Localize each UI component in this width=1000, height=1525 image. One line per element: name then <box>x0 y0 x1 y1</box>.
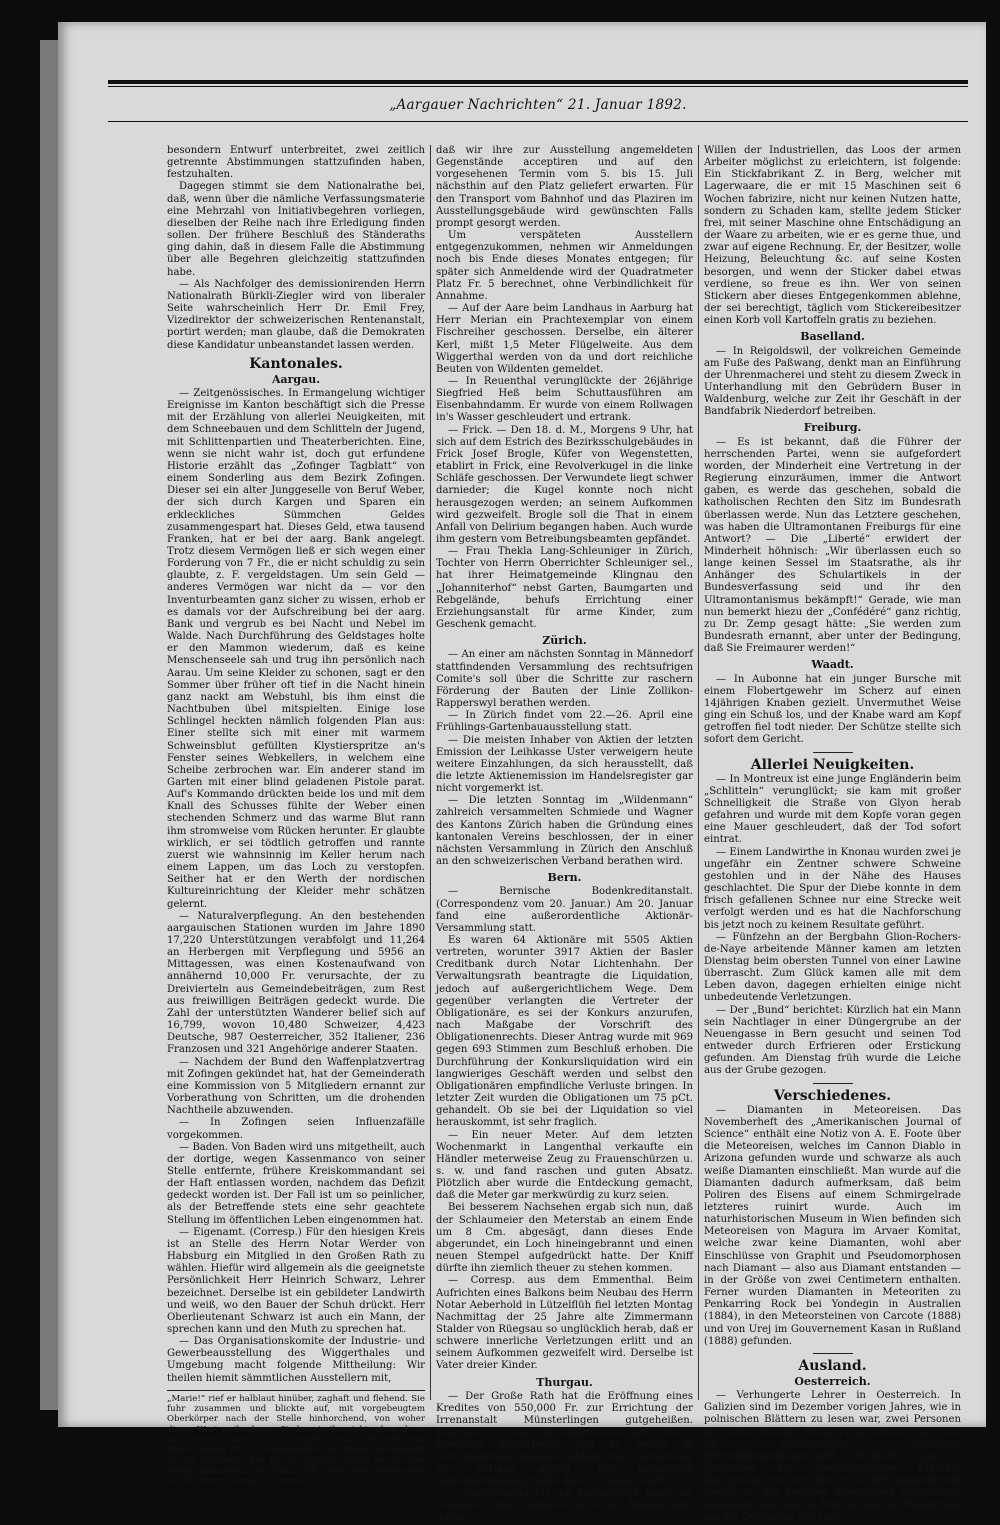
separator-rule <box>813 1083 853 1084</box>
paragraph: Willen der Industriellen, das Loos der armen Arbeiter möglichst zu erleichtern, ist folgende: Ein Stickfabrikant Z. in Berg, welcher mit Lagerwaare, die er mit 15 Maschinen seit 6 Wochen fabrizire, nicht nur keinen Nutzen hatte, sondern zu Schaden kam, stellte jedem Sticker frei, mit seiner Maschine ohne Entschädigung an der Waare zu arbeiten, wie er es gerne thue, und zwar auf eigene Rechnung. Er, der Besitzer, wolle Heizung, Beleuchtung &c. auf seine Kosten besorgen, und wenn der Sticker dabei etwas verdiene, so freue es ihn. Wer von seinen Stickern aber dieses Entgegenkommen ablehne, der sei berechtigt, täglich vom Stickereibesitzer einen Korb voll Kartoffeln gratis zu beziehen. <box>704 145 961 327</box>
paragraph: — Die meisten Inhaber von Aktien der letzten Emission der Leihkasse Uster verweigern heute weitere Einzahlungen, da sich herausstellt, daß die letzte Aktienemission im Handelsregister gar nicht vorgemerkt ist. <box>436 734 693 795</box>
paragraph: — Das Organisationskomite der Industrie- und Gewerbeausstellung des Wiggerthales und Umgebung macht folgende Mittheilung: Wir theilen hiemit sämmtlichen Ausstellern mit, <box>167 1336 425 1384</box>
separator-rule <box>813 752 853 753</box>
paragraph: Um verspäteten Ausstellern entgegenzukommen, nehmen wir Anmeldungen noch bis Ende dieses Monates entgegen; für später sich Anmeldende wird der Quadratmeter Platz Fr. 5 berechnet, ohne Verbindlichkeit für Annahme. <box>436 230 693 302</box>
paragraph: — Zeitgenössisches. In Ermangelung wichtiger Ereignisse im Kanton beschäftigt sich die Presse mit der Erzählung von allerlei Neuigkeiten, mit dem Schneebauen und dem Schlitteln der Jugend, mit Schlittenpartien und Theaterberichten. Eine, wenn sie nicht wahr ist, doch gut erfundene Historie erzählt das „Zofinger Tagblatt“ von einem Sonderling aus dem Bezirk Zofingen. Dieser sei ein alter Junggeselle von Beruf Weber, der sich durch Kargen und Sparen ein erkleckliches Sümmchen Geldes zusammengespart hat. Dieses Geld, etwa tausend Franken, hat er bei der aarg. Bank angelegt. Trotz diesem Vermögen ließ er sich wegen einer Forderung von 7 Fr., die er nicht schuldig zu sein glaubte, z. F. vergeldstagen. Um sein Geld — anderes Vermögen war nicht da — vor den Inventurbeamten ganz sicher zu wissen, erhob er es damals vor der Aufschreibung bei der aarg. Bank und vergrub es bei Nacht und Nebel im Walde. Nach Durchführung des Geldstages holte er den Mammon wiederum, daß es keine Menschenseele sah und trug ihn persönlich nach Aarau. Um seine Kleider zu schonen, sagt er den Sommer über früher oft tief in die Nacht hinein ganz nackt am Webstuhl, bis ihm einst die Nachtbuben übel mitspielten. Einige lose Schlingel heckten nämlich folgenden Plan aus: Einer stellte sich mit einer mit warmem Schweinsblut gefüllten Klystierspritze an's Fenster seines Webkellers, in welchem eine Scheibe zerbrochen war. Ein anderer stand im Garten mit einer blind geladenen Pistole parat. Auf's Kommando drückten beide los und mit dem Knall des Schusses fühlte der Weber einen stechenden Schmerz und das warme Blut rann ihm stromweise vom Rücken herunter. Er glaubte wirklich, er sei tödtlich getroffen und rannte zuerst wie wahnsinnig im Keller herum nach einem Lappen, um das Loch zu verstopfen. Seither hat er den Werth der nordischen Kultureinrichtung der Kleider mehr schätzen gelernt. <box>167 387 425 910</box>
subheading-oesterreich: Oesterreich. <box>794 1375 871 1388</box>
paragraph: — Ein neuer Meter. Auf dem letzten Wochenmarkt in Langenthal verkaufte ein Händler meterweise Zeug zu Frauenschürzen u. s. w. und fand raschen und guten Absatz. Plötzlich aber wurde die Entdeckung gemacht, daß die Meter gar merkwürdig zu kurz seien. <box>436 1129 693 1202</box>
feuilleton-footnote: „Marie!“ rief er halblaut hinüber, zaghaft und flehend. Sie fuhr zusammen und blickte auf, mit vorgebeugtem Oberkörper nach der Stelle hinhorchend, von woher dieses Wort zu ihr drang. Sie konnte ihn nicht sehen, da er im Schatten hatte. — Und Leopold fand nicht mehr den Muth, seinen Ruf zu wiederholen. Die Finger krampfhaft in das Gezweige der Hecke gekrallt, stand er da, den Athem anhaltend, den Blick voll Sehnsucht unverwandt auf die theure Gestalt richtend. <box>167 1390 425 1487</box>
paragraph: — In Zofingen seien Influenzafälle vorgekommen. <box>167 1117 425 1141</box>
text-columns <box>162 145 972 1524</box>
paragraph: — An einer am nächsten Sonntag in Männedorf stattfindenden Versammlung des rechtsufrigen Comite's soll über die Schritte zur raschern Förderung der Bauten der Linie Zollikon-Rapperswyl berathen werden. <box>436 649 693 710</box>
paragraph: — Der Große Rath hat die Eröffnung eines Kredites von 550,000 Fr. zur Errichtung der Irrenanstalt Münsterlingen gutgeheißen. Dagegen ist man im allgemeinen mit diesem Beschluß unzufrieden und es werde in verschiedenen Kreisen lebhaft für Verwerfung der Vorlage agitirt. Die bezügliche Volksabstimmung findet den 31. Januar statt. <box>436 1390 693 1487</box>
paragraph: besondern Entwurf unterbreitet, zwei zeitlich getrennte Abstimmungen stattzufinden haben, festzuhalten. <box>167 145 425 181</box>
paragraph: — In Aubonne hat ein junger Bursche mit einem Flobertgewehr im Scherz auf einen 14jährigen Knaben gezielt. Unvermuthet Weise ging ein Schuß los, und der Knabe ward am Kopf getroffen fiel todt nieder. Der Schütze stellte sich sofort dem Gericht. <box>704 673 961 746</box>
separator-rule <box>813 1353 853 1354</box>
paragraph: — Der „Bund“ berichtet: Kürzlich hat ein Mann sein Nachtlager in einer Düngergrube an der Neuengasse in Bern gesucht und seinen Tod entweder durch Erfrieren oder Erstickung gefunden. Am Dienstag früh wurde die Leiche aus der Grube gezogen. <box>704 1004 961 1077</box>
paragraph: — Als Nachfolger des demissionirenden Herrn Nationalrath Bürkli-Ziegler wird von liberaler Seite wahrscheinlich Herr Dr. Emil Frey, Vizedirektor der schweizerischen Rentenanstalt, portirt werden; man glaube, daß die Demokraten diese Kandidatur unbeanstandet lassen werden. <box>167 278 425 351</box>
column-3 <box>698 145 966 1523</box>
paragraph: — Bezeichnend für die bedenkliche Lage der Stickerei, aber zugleich auch ein Beweis vom guten <box>436 1488 693 1524</box>
paragraph: — In Montreux ist eine junge Engländerin beim „Schlitteln“ verunglückt; sie kam mit großer Schnelligkeit die Straße von Glyon herab gefahren und wurde mit dem Kopfe voran gegen eine Mauer geschleudert, daß der Tod sofort eintrat. <box>704 773 961 846</box>
paragraph: — Fünfzehn an der Bergbahn Glion-Rochers-de-Naye arbeitende Männer kamen am letzten Dienstag beim obersten Tunnel von einer Lawine überrascht. Zum Glück kamen alle mit dem Leben davon, dagegen erhielten einige nicht unbedeutende Verletzungen. <box>704 931 961 1004</box>
header-rule-top <box>108 80 968 84</box>
paragraph: — Einem Landwirthe in Knonau wurden zwei je ungefähr ein Zentner schwere Schweine gestohlen und in der Nähe des Hauses geschlachtet. Die Spur der Diebe konnte in dem frisch gefallenen Schnee nur eine Strecke weit verfolgt werden und es hat die Nachforschung bis jetzt noch zu keinem Resultate geführt. <box>704 846 961 931</box>
subheading-baselland: Baselland. <box>800 330 865 344</box>
section-heading-ausland: Ausland. <box>798 1357 867 1374</box>
subheading-aargau: Aargau. <box>271 372 321 386</box>
paragraph: — Frau Thekla Lang-Schleuniger in Zürich, Tochter von Herrn Oberrichter Schleuniger sel., hat ihrer Heimatgemeinde Klingnau den „Johanniterhof“ nebst Garten, Baumgarten und Rebgelände, behufs Errichtung einer Erziehungsanstalt für arme Kinder, zum Geschenk gemacht. <box>436 546 693 631</box>
paragraph: Bei besserem Nachsehen ergab sich nun, daß der Schlaumeier den Meterstab an einem Ende um 8 Cm. abgesägt, dann dieses Ende abgerundet, ein Loch hineingebrannt und einen neuen Stempel aufgedrückt hatte. Der Kniff dürfte ihn ziemlich theuer zu stehen kommen. <box>436 1202 693 1275</box>
paragraph: — Baden. Von Baden wird uns mitgetheilt, auch der dortige, wegen Kassenmanco von seiner Stelle entfernte, frühere Kreiskommandant sei der Haft entlassen worden, nachdem das Defizit gedeckt worden ist. Der Fall ist um so peinlicher, als der Betreffende stets eine sehr geachtete Stellung im öffentlichen Leben eingenommen hat. <box>167 1141 425 1226</box>
paragraph: — In Reigoldswil, der volkreichen Gemeinde am Fuße des Paßwang, denkt man an Einführung der Uhrenmacherei und steht zu diesem Zweck in Unterhandlung mit den Gebrüdern Buser in Waldenburg, welche zur Zeit ihr Geschäft in der Bandfabrik Niederdorf betreiben. <box>704 345 961 418</box>
paragraph: Es waren 64 Aktionäre mit 5505 Aktien vertreten, worunter 3917 Aktien der Basler Creditbank durch Notar Lichtenhahn. Der Verwaltungsrath beantragte die Liquidation, jedoch auf außergerichtlichem Wege. Dem gegenüber verlangten die Vertreter der Obligationäre, es sei der Konkurs anzurufen, nach Maßgabe der Vorschrift des Obligationenrechts. Dieser Antrag wurde mit 969 gegen 693 Stimmen zum Beschluß erhoben. Die Durchführung der Konkursliquidation wird ein langwieriges Geschäft werden und selbst den Obligationären empfindliche Verluste bringen. In letzter Zeit wurden die Obligationen um 75 pCt. gehandelt. Ob sie bei der Liquidation so viel herauskommt, ist sehr fraglich. <box>436 935 693 1129</box>
subheading-thurgau: Thurgau. <box>536 1375 593 1389</box>
paragraph: — Corresp. aus dem Emmenthal. Beim Aufrichten eines Balkons beim Neubau des Herrn Notar Aeberhold in Lützelflüh fiel letzten Montag Nachmittag der 25 Jahre alte Zimmermann Stalder von Rüegsau so unglücklich herab, daß er schwere innerliche Verletzungen erlitt und an seinem Aufkommen gezweifelt wird. Derselbe ist Vater dreier Kinder. <box>436 1275 693 1372</box>
column-2 <box>430 145 698 1524</box>
paragraph: Dagegen stimmt sie dem Nationalrathe bei, daß, wenn über die nämliche Verfassungsmaterie eine Mehrzahl von Initiativbegehren vorliegen, dieselben der Reihe nach ihre Erledigung finden sollen. Der frühere Beschluß des Ständeraths ging dahin, daß in diesem Falle die Abstimmung über alle Begehren gleichzeitig stattzufinden habe. <box>167 181 425 278</box>
paragraph: — Verhungerte Lehrer in Oesterreich. In Galizien sind im Dezember vorigen Jahres, wie in polnischen Blättern zu lesen war, zwei Personen des Lehrerstandes Hungers gestorben, und zwar im Gebirgsdorfe Growkow (Bezirkshauptmannschaft Neumarkt) am 7. Dezember das siebzehnjährige Fräulein Korczynska, welches mit 16 Gulden monatlichem Gehalt an der dortigen öffentlichen Volksschule angestellt war, und in Budszczany bei Pomorzany am 13. Dezember der vier- <box>704 1390 961 1523</box>
subheading-zuerich: Zürich. <box>542 634 587 648</box>
section-heading-allerlei-neuigkeiten: Allerlei Neuigkeiten. <box>750 756 915 773</box>
section-heading-kantonales: Kantonales. <box>249 355 343 372</box>
paragraph: — In Zürich findet vom 22.—26. April eine Frühlings-Gartenbauausstellung statt. <box>436 710 693 734</box>
section-heading-verschiedenes: Verschiedenes. <box>773 1087 892 1104</box>
column-1 <box>162 145 430 1487</box>
paragraph: — Eigenamt. (Corresp.) Für den hiesigen Kreis ist an Stelle des Herrn Notar Werder von Habsburg ein Mitglied in den Großen Rath zu wählen. Hiefür wird allgemein als die geeignetste Persönlichkeit Herr Heinrich Schwarz, Lehrer bezeichnet. Derselbe ist ein gebildeter Landwirth und weiß, wo den Bauer der Schuh drückt. Herr Oberlieutenant Schwarz ist auch ein Mann, der sprechen kann und den Muth zu sprechen hat. <box>167 1226 425 1335</box>
header-rule-top-thin <box>108 86 968 87</box>
paragraph: — Bernische Bodenkreditanstalt. (Correspondenz vom 20. Januar.) Am 20. Januar fand eine außerordentliche Aktionär-Versammlung statt. <box>436 886 693 934</box>
paragraph: — Frick. — Den 18. d. M., Morgens 9 Uhr, hat sich auf dem Estrich des Bezirksschulgebäudes in Frick Josef Brogle, Küfer von Wegenstetten, etablirt in Frick, eine Revolverkugel in die linke Schläfe geschossen. Der Verwundete liegt schwer darnieder; die Kugel konnte noch nicht herausgezogen werden; an seinem Aufkommen wird gezweifelt. Brogle soll die That in einem Anfall von Delirium begangen haben. Auch wurde ihm gestern vom Betreibungsbeamten gepfändet. <box>436 424 693 545</box>
paragraph: — Diamanten in Meteoreisen. Das Novemberheft des „Amerikanischen Journal of Science“ enthält eine Notiz von A. E. Foote über die Meteoreisen, welches im Cannon Diablo in Arizona gefunden wurde und schwarze als auch weiße Diamanten einschließt. Man wurde auf die Diamanten dadurch aufmerksam, daß beim Poliren des Eisens auf einem Schmirgelrade letzteres ruinirt wurde. Auch im naturhistorischen Museum in Wien befinden sich Meteoreisen von Magura im Arvaer Komitat, welche zwar keine Diamanten, wohl aber Einschlüsse von Graphit und Pseudomorphosen nach Diamant — also aus Diamant entstanden — in der Größe von zwei Centimetern enthalten. Ferner wurden Diamanten in Meteoriten zu Penkarring Rock bei Yondegin in Australien (1884), in den Meteorsteinen von Carcote (1888) und von Urej im Gouvernement Kasan in Rußland (1888) gefunden. <box>704 1104 961 1347</box>
subheading-waadt: Waadt. <box>811 658 854 672</box>
paragraph: — Die letzten Sonntag im „Wildenmann“ zahlreich versammelten Schmiede und Wagner des Kantons Zürich haben die Gründung eines kantonalen Vereins beschlossen, der in einer nächsten Versammlung in Zürich den Anschluß an den schweizerischen Verband berathen wird. <box>436 795 693 868</box>
paragraph: — Auf der Aare beim Landhaus in Aarburg hat Herr Merian ein Prachtexemplar von einem Fischreiher geschossen. Derselbe, ein älterer Kerl, mißt 1,5 Meter Flügelweite. Aus dem Wiggerthal werden von da und dort reichliche Beuten von Wildenten gemeldet. <box>436 303 693 375</box>
subheading-bern: Bern. <box>547 871 582 885</box>
paragraph: — Nachdem der Bund den Waffenplatzvertrag mit Zofingen gekündet hat, hat der Gemeinderath eine Kommission von 5 Mitgliedern ernannt zur Vorberathung von Schritten, um die drohenden Nachtheile abzuwenden. <box>167 1056 425 1117</box>
paragraph: — Naturalverpflegung. An den bestehenden aargauischen Stationen wurden im Jahre 1890 17,220 Unterstützungen verabfolgt und 11,264 an Herbergen mit Verpflegung und 5956 an Mittagessen, was einen Kostenaufwand von annähernd 10,000 Fr. verursachte, der zu Dreivierteln aus Gemeindebeiträgen, zum Rest aus freiwilligen Beiträgen gedeckt wurde. Die Zahl der unterstützten Wanderer belief sich auf 16,799, wovon 10,480 Schweizer, 4,423 Deutsche, 987 Oesterreicher, 352 Italiener, 236 Franzosen und 321 Angehörige anderer Staaten. <box>167 910 425 1056</box>
page-header <box>108 80 968 122</box>
subheading-freiburg: Freiburg. <box>803 421 862 435</box>
paragraph: — Es ist bekannt, daß die Führer der herrschenden Partei, wenn sie aufgefordert worden, der Minderheit eine Vertretung in der Regierung einzuräumen, immer die Antwort gaben, es werde das geschehen, sobald die katholischen Rechten den Sitz im Bundesrath überlassen werde. Nun das Letztere geschehen, was haben die Ultramontanen Freiburgs für eine Antwort? — Die „Liberté“ erwidert der Minderheit höhnisch: „Wir überlassen euch so lange keinen Sessel im Staatsrathe, als ihr Anhänger des Schulartikels in der Bundesverfassung seid und ihr den Ultramontanismus bekämpft!“ Gerade, wie man nun bemerkt hiezu der „Confédéré“ ganz richtig, zu Dr. Zemp gesagt hätte: „Sie werden zum Bundesrath ernannt, aber unter der Bedingung, daß Sie Freimaurer werden!“ <box>704 436 961 655</box>
header-title: „Aargauer Nachrichten“ 21. Januar 1892. <box>389 97 687 113</box>
paragraph: daß wir ihre zur Ausstellung angemeldeten Gegenstände acceptiren und auf den vorgesehenen Termin vom 5. bis 15. Juli nächsthin auf den Platz geliefert erwarten. Für den Transport vom Bahnhof und das Plaziren im Ausstellungsgebäude wird gewünschten Falls prompt gesorgt werden. <box>436 145 693 229</box>
header-rule-bottom <box>108 121 968 122</box>
paragraph: — In Reuenthal verunglückte der 26jährige Siegfried Heß beim Schuttausführen am Eisenbahndamm. Er wurde von einem Rollwagen in's Wasser geschleudert und ertrank. <box>436 375 693 424</box>
